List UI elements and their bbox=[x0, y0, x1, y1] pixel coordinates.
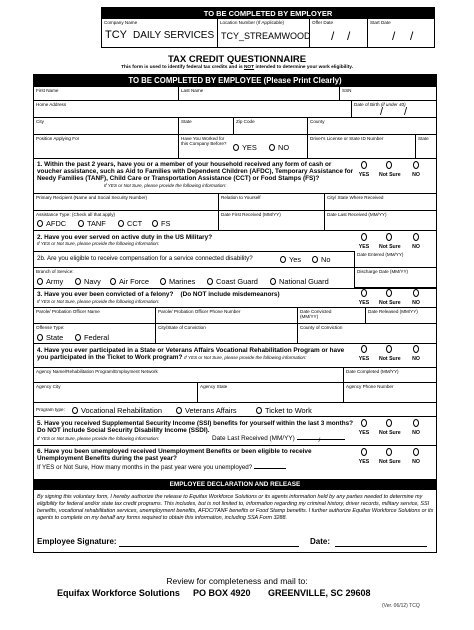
date-label: Date: bbox=[310, 537, 331, 546]
date-convicted-label: Date Convicted (MM/YY) bbox=[300, 309, 332, 319]
q5-note: If YES or Not Sure, please provide the following information: bbox=[37, 436, 160, 441]
ssn-field[interactable] bbox=[340, 87, 436, 101]
q3-yes-radio[interactable] bbox=[361, 289, 367, 297]
q5-yes-text: YES bbox=[358, 430, 370, 436]
worked-no-radio[interactable] bbox=[269, 144, 275, 151]
home-address-label: Home Address bbox=[36, 102, 67, 107]
worked-no-option[interactable] bbox=[269, 143, 289, 152]
marines-radio[interactable] bbox=[160, 278, 166, 285]
q3-paren: (Do NOT include misdemeanors) bbox=[180, 291, 280, 298]
cct-radio[interactable] bbox=[118, 220, 124, 227]
license-state-label: State bbox=[418, 136, 429, 141]
first-received-field[interactable] bbox=[219, 211, 325, 231]
last-received-field[interactable] bbox=[325, 211, 436, 231]
fs-radio[interactable] bbox=[152, 220, 158, 227]
agency-name-field[interactable] bbox=[34, 368, 344, 383]
q4-notsure[interactable] bbox=[379, 345, 399, 362]
q6-yes-radio[interactable] bbox=[361, 448, 367, 456]
city-field[interactable] bbox=[34, 118, 179, 135]
assistance-type-label: Assistance Type: (Check all that apply) bbox=[36, 212, 116, 217]
cct-option[interactable] bbox=[118, 219, 142, 228]
worked-before-label: Have You Worked for this Company Before? bbox=[181, 136, 227, 146]
fs-option[interactable] bbox=[152, 219, 170, 228]
tanf-option[interactable] bbox=[78, 219, 106, 228]
review-text: Review for completeness and mail to: bbox=[166, 576, 308, 586]
q4-inline-note: If YES or Not Sure, please provide the following information: bbox=[184, 355, 307, 361]
last-name-label: Last Name bbox=[181, 88, 204, 93]
county-conviction-label: County of Conviction bbox=[300, 325, 343, 330]
company-name-prefix: TCY bbox=[105, 29, 127, 41]
city-label: City bbox=[36, 119, 44, 124]
position-label: Position Applying For bbox=[36, 136, 80, 141]
ssn-label: SSN bbox=[342, 88, 352, 93]
q5-answer-group bbox=[354, 419, 434, 441]
start-date-label: Start Date bbox=[370, 20, 391, 25]
q5-no[interactable] bbox=[406, 419, 426, 436]
army-radio[interactable] bbox=[37, 278, 43, 285]
q2-divider-a bbox=[34, 251, 354, 252]
state-label: State bbox=[181, 119, 192, 124]
q3-no-radio[interactable] bbox=[413, 289, 419, 297]
q1-no-radio[interactable] bbox=[413, 161, 419, 169]
veterans-radio[interactable] bbox=[176, 407, 182, 414]
worked-no-text: NO bbox=[278, 143, 290, 152]
voc-rehab-radio[interactable] bbox=[72, 407, 78, 414]
last-name-field[interactable] bbox=[179, 87, 340, 101]
dob-field[interactable] bbox=[352, 101, 436, 118]
q2-yes-radio[interactable] bbox=[361, 233, 367, 241]
voc-rehab-option[interactable] bbox=[72, 406, 162, 415]
worked-yes-radio[interactable] bbox=[233, 144, 239, 151]
state-field[interactable] bbox=[179, 118, 234, 135]
date-completed-label: Date Completed (MM/YY) bbox=[346, 369, 399, 374]
q1-answer-group bbox=[354, 161, 434, 183]
q3-notsure[interactable] bbox=[379, 289, 399, 306]
q6-answer-group bbox=[354, 448, 434, 470]
q2-no-radio[interactable] bbox=[413, 233, 419, 241]
q2-notsure-radio[interactable] bbox=[386, 233, 392, 241]
q1-no-text: NO bbox=[412, 172, 420, 178]
q3-notsure-text: Not Sure bbox=[379, 300, 401, 306]
q3-note: If YES or Not Sure, please provide the following information: bbox=[37, 299, 160, 304]
offer-date-cell[interactable] bbox=[310, 19, 368, 48]
q6-text: 6. Have you been unemployed received Unemployment Benefits or been eligible to receive Unemployment Benefits during the past year? bbox=[37, 448, 312, 463]
last-received-label: Date Last Received (MM/YY) bbox=[327, 212, 387, 217]
q2b-yes-text: Yes bbox=[289, 255, 302, 264]
location-label: Location Number (If Applicable) bbox=[220, 20, 285, 25]
q4-yes[interactable] bbox=[354, 345, 374, 362]
agency-state-field[interactable] bbox=[198, 383, 344, 403]
employee-header: TO BE COMPLETED BY EMPLOYEE (Please Print Clearly) bbox=[34, 75, 436, 87]
parole-officer-label: Parole/ Probation Officer Name bbox=[36, 309, 100, 314]
license-state-field[interactable] bbox=[416, 135, 436, 159]
offense-federal-text: Federal bbox=[84, 333, 110, 342]
veterans-text: Veterans Affairs bbox=[185, 406, 237, 415]
agency-phone-label: Agency Phone Number bbox=[346, 384, 394, 389]
employer-section bbox=[101, 7, 435, 48]
air-force-text: Air Force bbox=[119, 277, 149, 286]
q5-last-received-line[interactable] bbox=[297, 437, 345, 444]
relationship-label: Relation to Yourself bbox=[221, 195, 261, 200]
footer-city: GREENVILLE, SC 29608 bbox=[268, 588, 371, 598]
city-state-received-field[interactable] bbox=[325, 194, 436, 211]
offense-state-radio[interactable] bbox=[37, 334, 43, 341]
navy-option[interactable] bbox=[75, 277, 101, 286]
worked-yes-option[interactable] bbox=[233, 143, 257, 152]
footer-pobox: PO BOX 4920 bbox=[193, 588, 251, 598]
q2b-no-radio[interactable] bbox=[312, 256, 318, 263]
q5-last-received[interactable] bbox=[212, 435, 345, 442]
dob-sep-2: / bbox=[404, 106, 408, 118]
q1-no[interactable] bbox=[406, 161, 426, 178]
date-entered-field[interactable] bbox=[354, 251, 436, 268]
air-force-radio[interactable] bbox=[110, 278, 116, 285]
license-label: Driver's License or State ID Number bbox=[310, 136, 384, 141]
start-date-sep-1: / bbox=[392, 29, 396, 43]
q6-note-row[interactable] bbox=[37, 464, 286, 471]
dob-sep-1: / bbox=[380, 106, 384, 118]
coast-guard-option[interactable] bbox=[207, 277, 258, 286]
q4-no-text: NO bbox=[412, 356, 420, 362]
q4-yes-radio[interactable] bbox=[361, 345, 367, 353]
coast-guard-radio[interactable] bbox=[207, 278, 213, 285]
q1-notsure-radio[interactable] bbox=[386, 161, 392, 169]
q3-yes-text: YES bbox=[358, 300, 370, 306]
agency-city-field[interactable] bbox=[34, 383, 198, 403]
q2b-yes-radio[interactable] bbox=[280, 256, 286, 263]
county-field[interactable] bbox=[308, 118, 436, 135]
q6-months-line[interactable] bbox=[254, 468, 286, 469]
signature-row bbox=[37, 536, 433, 548]
employer-header: TO BE COMPLETED BY EMPLOYER bbox=[102, 8, 434, 19]
signature-label: Employee Signature: bbox=[37, 537, 117, 546]
afdc-option[interactable] bbox=[37, 219, 66, 228]
city-state-conviction-label: City/State of Conviction bbox=[158, 325, 206, 330]
subtitle-post: intended to determine your work eligibility. bbox=[254, 65, 353, 70]
coast-guard-text: Coast Guard bbox=[216, 277, 258, 286]
marines-text: Marines bbox=[169, 277, 196, 286]
q5-no-text: NO bbox=[412, 430, 420, 436]
q1-yes-radio[interactable] bbox=[361, 161, 367, 169]
q5-notsure-text: Not Sure bbox=[379, 430, 401, 436]
q1-notsure[interactable] bbox=[379, 161, 399, 178]
parole-phone-label: Parole/ Probation Officer Phone Number bbox=[158, 309, 241, 314]
offense-type-label: Offense Type: bbox=[36, 325, 65, 330]
primary-recipient-field[interactable] bbox=[34, 194, 219, 211]
q2-notsure[interactable] bbox=[379, 233, 399, 250]
q2b-yes-option[interactable] bbox=[280, 255, 301, 264]
afdc-text: AFDC bbox=[46, 219, 67, 228]
location-cell[interactable] bbox=[218, 19, 310, 48]
q4-text bbox=[37, 347, 355, 361]
zip-field[interactable] bbox=[234, 118, 308, 135]
primary-recipient-label: Primary Recipient (Name and Social Security Number) bbox=[36, 195, 148, 200]
voc-rehab-text: Vocational Rehabilitation bbox=[81, 406, 162, 415]
q4-text-main: 4. Have you ever participated in a State or Veterans Affairs Vocational Rehabilitation Program or have you participated in the Ticket to Work program? bbox=[37, 347, 345, 362]
q2-text: 2. Have you ever served on active duty in the US Military? bbox=[37, 234, 213, 241]
date-completed-field[interactable] bbox=[344, 368, 436, 383]
offense-federal-radio[interactable] bbox=[75, 334, 81, 341]
tanf-text: TANF bbox=[87, 219, 106, 228]
county-label: County bbox=[310, 119, 325, 124]
parole-officer-field[interactable] bbox=[34, 308, 156, 324]
national-guard-option[interactable] bbox=[270, 277, 329, 286]
subtitle-not: NOT bbox=[243, 65, 255, 70]
army-text: Army bbox=[46, 277, 64, 286]
q1-text: 1. Within the past 2 years, have you or a member of your household received any form of cash or voucher assistance, such as Aid to Families with Dependent Children (AFDC), Temporary Assistance for Needy Families (TANF), Child Care or Transportation Assistance (CCT) or Food Stamps (FS)? bbox=[37, 161, 354, 183]
date-released-label: Date Released (MM/YY) bbox=[368, 309, 418, 314]
q3-text-wrap bbox=[37, 291, 280, 298]
q4-no[interactable] bbox=[406, 345, 426, 362]
employee-section bbox=[33, 74, 437, 553]
zip-label: Zip Code bbox=[236, 119, 255, 124]
q6-notsure-text: Not Sure bbox=[379, 459, 401, 465]
q6-no-text: NO bbox=[412, 459, 420, 465]
offense-type-field bbox=[34, 324, 156, 344]
date-entered-label: Date Entered (MM/YY) bbox=[357, 252, 404, 257]
q6-note: If YES or Not Sure, How many months in the past year were you unemployed? bbox=[37, 464, 253, 471]
location-value: TCY_STREAMWOOD bbox=[221, 31, 311, 41]
tanf-radio[interactable] bbox=[78, 220, 84, 227]
county-conviction-field[interactable] bbox=[298, 324, 436, 344]
q6-notsure[interactable] bbox=[379, 448, 399, 465]
q6-no[interactable] bbox=[406, 448, 426, 465]
offense-state-option[interactable] bbox=[37, 333, 63, 342]
footer-company: Equifax Workforce Solutions bbox=[57, 588, 180, 598]
air-force-option[interactable] bbox=[110, 277, 149, 286]
q3-no[interactable] bbox=[406, 289, 426, 306]
position-field[interactable] bbox=[34, 135, 179, 159]
army-option[interactable] bbox=[37, 277, 63, 286]
discharge-label: Discharge Date (MM/YY) bbox=[357, 269, 409, 274]
signature-line[interactable] bbox=[119, 546, 299, 547]
offer-date-sep-1: / bbox=[331, 29, 335, 43]
q2b-no-option[interactable] bbox=[312, 255, 330, 264]
company-name-label: Company Name bbox=[104, 20, 138, 25]
start-date-cell[interactable] bbox=[368, 19, 435, 48]
q3-no-text: NO bbox=[412, 300, 420, 306]
fs-text: FS bbox=[161, 219, 171, 228]
q5-notsure-radio[interactable] bbox=[386, 419, 392, 427]
footer-version: (Ver. 06/12) TCQ bbox=[382, 603, 420, 609]
declaration-header: EMPLOYEE DECLARATION AND RELEASE bbox=[34, 479, 436, 490]
dob-label-text: Date of Birth bbox=[354, 102, 380, 107]
agency-state-label: Agency State bbox=[200, 384, 228, 389]
offer-date-sep-2: / bbox=[347, 29, 351, 43]
assistance-type-field bbox=[34, 211, 219, 231]
navy-text: Navy bbox=[84, 277, 101, 286]
city-state-received-label: City/ State Where Received bbox=[327, 195, 384, 200]
q2-yes[interactable] bbox=[354, 233, 374, 250]
program-type-label: Program type: bbox=[36, 407, 65, 412]
branch-label: Branch of Service: bbox=[36, 269, 74, 274]
first-name-field[interactable] bbox=[34, 87, 179, 101]
navy-radio[interactable] bbox=[75, 278, 81, 285]
q2-note: If YES or Not Sure, please provide the following information: bbox=[37, 241, 160, 246]
q6-no-radio[interactable] bbox=[413, 448, 419, 456]
dob-under-note: (if under 40) bbox=[380, 102, 406, 107]
q4-no-radio[interactable] bbox=[413, 345, 419, 353]
q1-note: If YES or Not Sure, please provide the following information: bbox=[104, 183, 227, 188]
cct-text: CCT bbox=[127, 219, 143, 228]
q2b-no-text: No bbox=[321, 255, 331, 264]
q5-divider bbox=[34, 445, 436, 446]
q5-last-received-slash: / bbox=[318, 437, 321, 444]
national-guard-radio[interactable] bbox=[270, 278, 276, 285]
agency-name-label: Agency Name/Rehabilitation Program/Employment Network bbox=[36, 369, 158, 374]
company-name-value: DAILY SERVICES bbox=[133, 30, 215, 41]
q5-notsure[interactable] bbox=[379, 419, 399, 436]
q2-yes-text: YES bbox=[358, 244, 370, 250]
offense-federal-option[interactable] bbox=[75, 333, 109, 342]
q5-last-received-label: Date Last Received (MM/YY) bbox=[212, 435, 295, 442]
page-subtitle bbox=[0, 65, 474, 70]
q3-yes[interactable] bbox=[354, 289, 374, 306]
q5-no-radio[interactable] bbox=[413, 419, 419, 427]
worked-yes-text: YES bbox=[242, 143, 257, 152]
q6-yes-text: YES bbox=[358, 459, 370, 465]
discharge-field[interactable] bbox=[354, 268, 436, 288]
agency-city-label: Agency City bbox=[36, 384, 61, 389]
start-date-sep-2: / bbox=[410, 29, 414, 43]
q6-notsure-radio[interactable] bbox=[386, 448, 392, 456]
q2-no-text: NO bbox=[412, 244, 420, 250]
q4-yes-text: YES bbox=[358, 356, 370, 362]
first-received-label: Date First Received (MM/YY) bbox=[221, 212, 281, 217]
relationship-field[interactable] bbox=[219, 194, 325, 211]
subtitle-pre: This form is used to identify federal tax credits and is bbox=[121, 65, 244, 70]
veterans-option[interactable] bbox=[176, 406, 237, 415]
date-line[interactable] bbox=[335, 546, 427, 547]
ticket-radio[interactable] bbox=[256, 407, 262, 414]
national-guard-text: National Guard bbox=[279, 277, 329, 286]
program-type-row bbox=[34, 403, 436, 417]
q2-no[interactable] bbox=[406, 233, 426, 250]
ticket-option[interactable] bbox=[256, 406, 312, 415]
agency-phone-field[interactable] bbox=[344, 383, 436, 403]
q4-answer-group bbox=[354, 345, 434, 367]
offense-state-text: State bbox=[46, 333, 64, 342]
q5-yes[interactable] bbox=[354, 419, 374, 436]
ticket-text: Ticket to Work bbox=[265, 406, 312, 415]
declaration-text: By signing this voluntary form, I hereby authorize the release to Equifax Workforce Solutions or its agents information held by any parties needed to determine my eligibility for federal and/or state tax credit programs. This includes, but is not limited to, information regarding my criminal history, driver records, military service, SSI benefits, vocational rehabilitation services, unemployment benefits, AFDC/TANF benefits or Food Stamp benefits. I further authorize Equifax Workforce Solutions or its agents to complete on my behalf any forms required to obtain this information, including SSA Form 3288. bbox=[37, 494, 434, 521]
q4-notsure-text: Not Sure bbox=[379, 356, 401, 362]
license-field[interactable] bbox=[308, 135, 416, 159]
page-title: TAX CREDIT QUESTIONNAIRE bbox=[167, 54, 307, 65]
q6-yes[interactable] bbox=[354, 448, 374, 465]
date-convicted-field[interactable] bbox=[298, 308, 366, 324]
worked-before-field bbox=[179, 135, 308, 159]
q3-text: 3. Have you ever been convicted of a felony? bbox=[37, 291, 174, 298]
marines-option[interactable] bbox=[160, 277, 195, 286]
q5-text: 5. Have you received Supplemental Security Income (SSI) benefits for yourself within the last 3 months? Do NOT include Social Security Disability Income (SSDI). bbox=[37, 420, 354, 435]
q3-notsure-radio[interactable] bbox=[386, 289, 392, 297]
q1-yes-text: YES bbox=[358, 172, 370, 178]
branch-field bbox=[34, 268, 354, 288]
q2-notsure-text: Not Sure bbox=[379, 244, 401, 250]
q2b-text: 2b. Are you eligible to receive compensation for a service connected disability? bbox=[37, 255, 253, 262]
q5-yes-radio[interactable] bbox=[361, 419, 367, 427]
q4-notsure-radio[interactable] bbox=[386, 345, 392, 353]
parole-phone-field[interactable] bbox=[156, 308, 298, 324]
offer-date-label: Offer Date bbox=[312, 20, 334, 25]
q1-notsure-text: Not Sure bbox=[379, 172, 401, 178]
date-released-field[interactable] bbox=[366, 308, 436, 324]
q1-yes[interactable] bbox=[354, 161, 374, 178]
afdc-radio[interactable] bbox=[37, 220, 43, 227]
city-state-conviction-field[interactable] bbox=[156, 324, 298, 344]
company-name-cell[interactable] bbox=[102, 19, 218, 48]
home-address-field[interactable] bbox=[34, 101, 352, 118]
first-name-label: First Name bbox=[36, 88, 59, 93]
